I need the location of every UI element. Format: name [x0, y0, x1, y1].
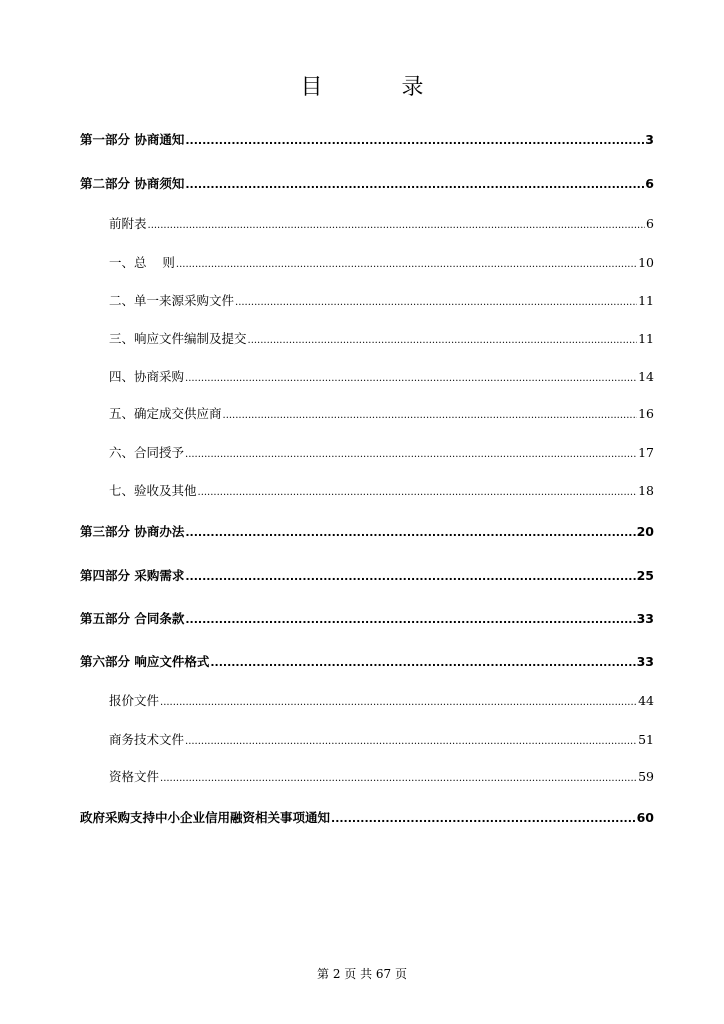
- toc-entry[interactable]: [109, 404, 654, 422]
- toc-entry-page: 17: [638, 445, 654, 460]
- toc-leader-dots: [185, 176, 644, 191]
- toc-leader-dots: [185, 369, 637, 384]
- toc-entry-label: 第五部分 合同条款: [80, 611, 185, 626]
- toc-entry[interactable]: [80, 130, 654, 148]
- toc-leader-dots: [148, 216, 646, 231]
- toc-leader-dots: [235, 293, 637, 308]
- toc-entry-label: 三、响应文件编制及提交: [109, 331, 247, 346]
- toc-entry-page: 10: [638, 255, 654, 270]
- toc-entry-page: 18: [638, 483, 654, 498]
- toc-leader-dots: [160, 769, 637, 784]
- toc-entry-page: 14: [638, 369, 654, 384]
- toc-entry-page: 6: [646, 216, 654, 231]
- toc-entry[interactable]: [80, 522, 654, 540]
- toc-leader-dots: [185, 132, 644, 147]
- page-title: 目 录: [300, 75, 460, 100]
- toc-entry[interactable]: [80, 174, 654, 192]
- toc-entry-label: 第二部分 协商须知: [80, 176, 185, 191]
- toc-leader-dots: [185, 445, 637, 460]
- toc-entry-label: 七、验收及其他: [109, 483, 197, 498]
- toc-entry[interactable]: [109, 481, 654, 499]
- toc-entry-page: 25: [636, 568, 654, 583]
- toc-entry-label: 二、单一来源采购文件: [109, 293, 235, 308]
- toc-entry-page: 33: [636, 654, 654, 669]
- toc-entry-label: 商务技术文件: [109, 732, 185, 747]
- toc-entry-label: 第一部分 协商通知: [80, 132, 185, 147]
- toc-entry-label: 资格文件: [109, 769, 160, 784]
- toc-entry[interactable]: [80, 808, 654, 826]
- toc-entry-page: 11: [638, 331, 654, 346]
- toc-entry[interactable]: [109, 291, 654, 309]
- toc-entry-page: 59: [638, 769, 654, 784]
- toc-entry-label: 报价文件: [109, 693, 160, 708]
- toc-entry[interactable]: [80, 566, 654, 584]
- toc-entry[interactable]: [80, 652, 654, 670]
- toc-entry-page: 51: [638, 732, 654, 747]
- toc-leader-dots: [185, 568, 635, 583]
- toc-leader-dots: [176, 255, 637, 270]
- toc-entry-page: 44: [638, 693, 654, 708]
- toc-leader-dots: [248, 331, 638, 346]
- toc-leader-dots: [185, 732, 637, 747]
- toc-entry-page: 3: [645, 132, 654, 147]
- toc-entry-page: 60: [636, 810, 654, 825]
- page-footer: 第 2 页 共 67 页: [317, 967, 407, 981]
- toc-leader-dots: [185, 611, 635, 626]
- toc-entry[interactable]: [109, 730, 654, 748]
- toc-entry[interactable]: [109, 443, 654, 461]
- toc-entry-label: 前附表: [109, 216, 147, 231]
- toc-entry-label: 第六部分 响应文件格式: [80, 654, 210, 669]
- toc-entry-label: 第四部分 采购需求: [80, 568, 185, 583]
- toc-entry[interactable]: [109, 767, 654, 785]
- toc-entry-label: 一、总 则: [109, 255, 175, 270]
- toc-entry-label: 四、协商采购: [109, 369, 185, 384]
- toc-entry[interactable]: [109, 329, 654, 347]
- toc-entry[interactable]: [109, 691, 654, 709]
- toc-leader-dots: [198, 483, 638, 498]
- toc-entry-page: 6: [645, 176, 654, 191]
- toc-entry-label: 第三部分 协商办法: [80, 524, 185, 539]
- toc-entry[interactable]: [109, 253, 654, 271]
- toc-entry-page: 20: [636, 524, 654, 539]
- toc-entry[interactable]: [109, 367, 654, 385]
- toc-leader-dots: [160, 693, 637, 708]
- toc-entry-page: 16: [638, 406, 654, 421]
- toc-entry-page: 33: [636, 611, 654, 626]
- toc-leader-dots: [223, 406, 638, 421]
- toc-entry-page: 11: [638, 293, 654, 308]
- toc-leader-dots: [331, 810, 636, 825]
- toc-entry-label: 六、合同授予: [109, 445, 185, 460]
- toc-entry[interactable]: [80, 609, 654, 627]
- toc-entry-label: 政府采购支持中小企业信用融资相关事项通知: [80, 810, 331, 825]
- toc-entry-label: 五、确定成交供应商: [109, 406, 222, 421]
- toc-leader-dots: [210, 654, 635, 669]
- toc-leader-dots: [185, 524, 635, 539]
- toc-entry[interactable]: [109, 214, 654, 232]
